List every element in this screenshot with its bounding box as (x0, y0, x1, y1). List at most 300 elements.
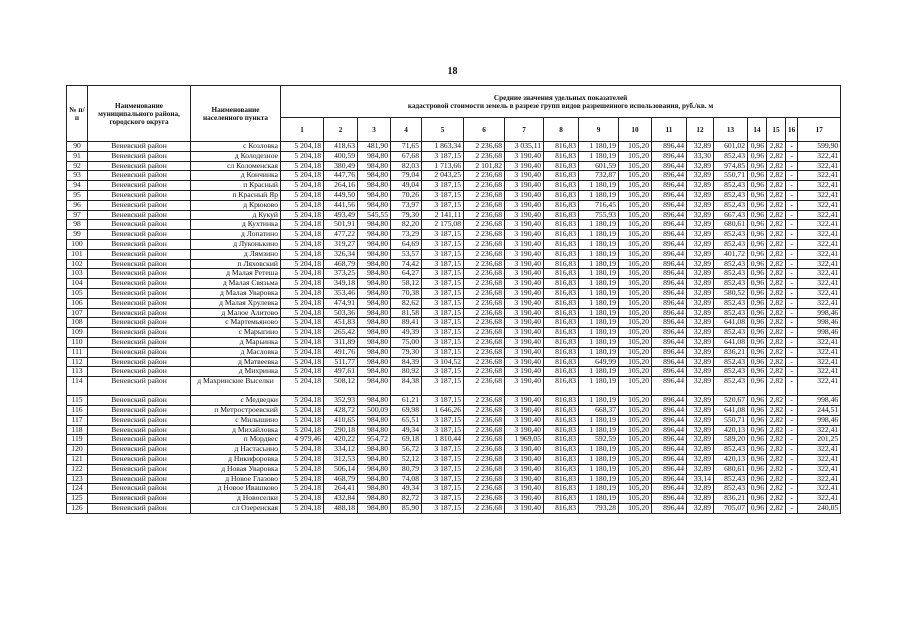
value-cell-8: 816,83 (544, 454, 579, 464)
value-cell-7: 3 190,40 (505, 288, 544, 298)
value-cell-1: 5 204,18 (281, 484, 324, 494)
value-cell-2: 352,93 (324, 396, 358, 406)
value-cell-11: 896,44 (652, 200, 687, 210)
value-cell-10: 105,20 (619, 308, 652, 318)
value-cell-11: 896,44 (652, 425, 687, 435)
row-number: 101 (67, 249, 88, 259)
value-cell-4: 70,26 (391, 190, 422, 200)
value-cell-1: 5 204,18 (281, 142, 324, 152)
value-cell-17: 998,46 (798, 396, 841, 406)
value-cell-17: 998,46 (798, 308, 841, 318)
value-cell-12: 32,89 (687, 347, 714, 357)
value-cell-7: 3 190,40 (505, 151, 544, 161)
value-cell-11: 896,44 (652, 298, 687, 308)
value-cell-5: 3 104,52 (422, 357, 464, 367)
value-cell-11: 896,44 (652, 377, 687, 396)
value-cell-13: 667,43 (714, 210, 748, 220)
value-cell-3: 984,80 (358, 318, 391, 328)
district-cell: Веневский район (88, 249, 191, 259)
value-cell-4: 69,98 (391, 405, 422, 415)
value-cell-10: 105,20 (619, 190, 652, 200)
value-cell-12: 32,89 (687, 415, 714, 425)
value-cell-5: 1 646,26 (422, 405, 464, 415)
value-cell-1: 5 204,18 (281, 396, 324, 406)
value-cell-1: 5 204,18 (281, 190, 324, 200)
value-cell-15: 2,82 (767, 249, 786, 259)
value-cell-3: 984,80 (358, 454, 391, 464)
value-cell-6: 2 236,68 (464, 494, 505, 504)
value-cell-14: 0,96 (748, 259, 767, 269)
value-cell-4: 69,18 (391, 435, 422, 445)
value-cell-2: 311,89 (324, 337, 358, 347)
district-cell: Веневский район (88, 259, 191, 269)
value-cell-11: 896,44 (652, 396, 687, 406)
value-cell-4: 82,72 (391, 494, 422, 504)
value-cell-11: 896,44 (652, 151, 687, 161)
value-cell-1: 5 204,18 (281, 239, 324, 249)
value-cell-14: 0,96 (748, 171, 767, 181)
value-cell-12: 32,89 (687, 220, 714, 230)
value-cell-10: 105,20 (619, 239, 652, 249)
value-cell-10: 105,20 (619, 259, 652, 269)
settlement-cell: с Козловка (191, 142, 281, 152)
header-col-5: 5 (422, 118, 464, 142)
value-cell-5: 3 187,15 (422, 298, 464, 308)
value-cell-13: 852,43 (714, 239, 748, 249)
settlement-cell: сл Озеренская (191, 503, 281, 513)
value-cell-16: - (786, 151, 798, 161)
table-row (67, 220, 841, 230)
value-cell-5: 3 187,15 (422, 308, 464, 318)
value-cell-12: 32,89 (687, 249, 714, 259)
value-cell-2: 353,46 (324, 288, 358, 298)
value-cell-7: 3 190,40 (505, 220, 544, 230)
value-cell-7: 3 190,40 (505, 464, 544, 474)
value-cell-5: 3 187,15 (422, 269, 464, 279)
value-cell-14: 0,96 (748, 494, 767, 504)
header-col-14: 14 (748, 118, 767, 142)
value-cell-8: 816,83 (544, 298, 579, 308)
value-cell-3: 984,80 (358, 190, 391, 200)
value-cell-5: 3 187,15 (422, 454, 464, 464)
table-row (67, 415, 841, 425)
table-row (67, 181, 841, 191)
value-cell-8: 816,83 (544, 249, 579, 259)
value-cell-17: 322,41 (798, 425, 841, 435)
value-cell-13: 852,43 (714, 445, 748, 455)
value-cell-5: 3 187,15 (422, 396, 464, 406)
value-cell-11: 896,44 (652, 230, 687, 240)
settlement-cell: д Новая Уваровка (191, 464, 281, 474)
settlement-cell: п Метростроевский (191, 405, 281, 415)
value-cell-13: 852,43 (714, 357, 748, 367)
value-cell-16: - (786, 181, 798, 191)
header-district: Наименование муниципального района, городского округа (88, 86, 191, 142)
value-cell-5: 3 187,15 (422, 367, 464, 377)
row-number: 124 (67, 484, 88, 494)
district-cell: Веневский район (88, 298, 191, 308)
value-cell-2: 410,65 (324, 415, 358, 425)
value-cell-13: 550,71 (714, 415, 748, 425)
value-cell-4: 73,97 (391, 200, 422, 210)
row-number: 98 (67, 220, 88, 230)
value-cell-3: 984,80 (358, 425, 391, 435)
value-cell-13: 852,43 (714, 484, 748, 494)
value-cell-10: 105,20 (619, 249, 652, 259)
value-cell-13: 550,71 (714, 171, 748, 181)
value-cell-7: 3 190,40 (505, 503, 544, 513)
district-cell: Веневский район (88, 347, 191, 357)
row-number: 104 (67, 279, 88, 289)
value-cell-6: 2 236,68 (464, 337, 505, 347)
value-cell-17: 322,41 (798, 367, 841, 377)
value-cell-15: 2,82 (767, 328, 786, 338)
value-cell-6: 2 236,68 (464, 367, 505, 377)
header-col-4: 4 (391, 118, 422, 142)
value-cell-4: 80,79 (391, 464, 422, 474)
value-cell-9: 716,45 (579, 200, 619, 210)
value-cell-7: 3 190,40 (505, 249, 544, 259)
settlement-cell: д Малая Хрулевка (191, 298, 281, 308)
page-number: 18 (447, 66, 458, 77)
value-cell-12: 32,89 (687, 454, 714, 464)
value-cell-8: 816,83 (544, 142, 579, 152)
value-cell-9: 1 180,19 (579, 494, 619, 504)
value-cell-16: - (786, 259, 798, 269)
row-number: 115 (67, 396, 88, 406)
value-cell-9: 1 180,19 (579, 269, 619, 279)
value-cell-13: 852,43 (714, 328, 748, 338)
value-cell-11: 896,44 (652, 269, 687, 279)
row-number: 93 (67, 171, 88, 181)
value-cell-2: 477,22 (324, 230, 358, 240)
table-row (67, 161, 841, 171)
value-cell-17: 322,41 (798, 464, 841, 474)
value-cell-2: 488,18 (324, 503, 358, 513)
table-row (67, 396, 841, 406)
value-cell-3: 984,80 (358, 279, 391, 289)
value-cell-7: 3 190,40 (505, 259, 544, 269)
header-col-17: 17 (798, 118, 841, 142)
value-cell-2: 468,79 (324, 474, 358, 484)
district-cell: Веневский район (88, 396, 191, 406)
value-cell-11: 896,44 (652, 494, 687, 504)
value-cell-10: 105,20 (619, 454, 652, 464)
table-row (67, 210, 841, 220)
value-cell-12: 32,89 (687, 435, 714, 445)
value-cell-15: 2,82 (767, 435, 786, 445)
value-cell-5: 3 187,15 (422, 377, 464, 396)
value-cell-5: 3 187,15 (422, 415, 464, 425)
value-cell-16: - (786, 435, 798, 445)
value-cell-11: 896,44 (652, 454, 687, 464)
value-cell-5: 3 187,15 (422, 445, 464, 455)
value-cell-15: 2,82 (767, 181, 786, 191)
settlement-cell: д Никифоровка (191, 454, 281, 464)
value-cell-3: 984,80 (358, 249, 391, 259)
value-cell-11: 896,44 (652, 474, 687, 484)
value-cell-2: 264,16 (324, 181, 358, 191)
value-cell-13: 420,13 (714, 454, 748, 464)
value-cell-6: 2 236,68 (464, 181, 505, 191)
table-row (67, 308, 841, 318)
value-cell-14: 0,96 (748, 190, 767, 200)
value-cell-11: 896,44 (652, 288, 687, 298)
value-cell-14: 0,96 (748, 288, 767, 298)
value-cell-1: 5 204,18 (281, 171, 324, 181)
header-group-title (281, 86, 841, 118)
value-cell-2: 264,41 (324, 484, 358, 494)
value-cell-7: 3 190,40 (505, 230, 544, 240)
value-cell-16: - (786, 249, 798, 259)
value-cell-15: 2,82 (767, 367, 786, 377)
value-cell-1: 5 204,18 (281, 347, 324, 357)
value-cell-13: 401,72 (714, 249, 748, 259)
value-cell-3: 984,80 (358, 239, 391, 249)
value-cell-10: 105,20 (619, 181, 652, 191)
value-cell-6: 2 236,68 (464, 288, 505, 298)
header-settlement: Наименование населенного пункта (191, 86, 281, 142)
value-cell-9: 1 180,19 (579, 151, 619, 161)
district-cell: Веневский район (88, 279, 191, 289)
table-row (67, 503, 841, 513)
value-cell-6: 2 236,68 (464, 396, 505, 406)
value-cell-3: 984,80 (358, 220, 391, 230)
value-cell-2: 503,36 (324, 308, 358, 318)
value-cell-9: 1 180,19 (579, 190, 619, 200)
district-cell: Веневский район (88, 200, 191, 210)
value-cell-6: 2 236,68 (464, 308, 505, 318)
value-cell-6: 2 101,82 (464, 161, 505, 171)
value-cell-1: 5 204,18 (281, 230, 324, 240)
value-cell-3: 954,72 (358, 435, 391, 445)
value-cell-5: 3 187,15 (422, 279, 464, 289)
value-cell-4: 74,08 (391, 474, 422, 484)
value-cell-5: 3 187,15 (422, 151, 464, 161)
value-cell-2: 441,56 (324, 200, 358, 210)
value-cell-9: 1 180,19 (579, 318, 619, 328)
table-row (67, 249, 841, 259)
value-cell-11: 896,44 (652, 308, 687, 318)
header-col-15: 15 (767, 118, 786, 142)
value-cell-5: 3 187,15 (422, 181, 464, 191)
value-cell-6: 2 236,68 (464, 220, 505, 230)
value-cell-2: 449,50 (324, 190, 358, 200)
table-row (67, 464, 841, 474)
value-cell-17: 322,41 (798, 288, 841, 298)
district-cell: Веневский район (88, 494, 191, 504)
settlement-cell: с Милышино (191, 415, 281, 425)
value-cell-7: 3 190,40 (505, 494, 544, 504)
row-number: 91 (67, 151, 88, 161)
value-cell-1: 5 204,18 (281, 425, 324, 435)
district-cell: Веневский район (88, 357, 191, 367)
header-group-title-line2: кадастровой стоимости земель в разрезе групп видов разрешенного использования, руб./кв. м (407, 101, 714, 110)
value-cell-16: - (786, 308, 798, 318)
value-cell-12: 32,89 (687, 425, 714, 435)
value-cell-8: 816,83 (544, 357, 579, 367)
value-cell-16: - (786, 171, 798, 181)
value-cell-13: 852,43 (714, 190, 748, 200)
district-cell: Веневский район (88, 269, 191, 279)
value-cell-13: 974,85 (714, 161, 748, 171)
row-number: 107 (67, 308, 88, 318)
value-cell-13: 580,52 (714, 288, 748, 298)
value-cell-3: 984,80 (358, 474, 391, 484)
value-cell-6: 2 236,68 (464, 230, 505, 240)
value-cell-13: 852,43 (714, 474, 748, 484)
value-cell-16: - (786, 328, 798, 338)
value-cell-2: 493,49 (324, 210, 358, 220)
value-cell-1: 5 204,18 (281, 259, 324, 269)
value-cell-3: 984,80 (358, 484, 391, 494)
value-cell-8: 816,83 (544, 503, 579, 513)
value-cell-11: 896,44 (652, 142, 687, 152)
value-cell-1: 5 204,18 (281, 308, 324, 318)
value-cell-16: - (786, 239, 798, 249)
value-cell-1: 5 204,18 (281, 151, 324, 161)
value-cell-8: 816,83 (544, 318, 579, 328)
value-cell-13: 852,43 (714, 259, 748, 269)
value-cell-1: 5 204,18 (281, 503, 324, 513)
value-cell-13: 852,43 (714, 230, 748, 240)
value-cell-11: 896,44 (652, 405, 687, 415)
value-cell-4: 79,30 (391, 210, 422, 220)
table-row (67, 445, 841, 455)
value-cell-17: 322,41 (798, 239, 841, 249)
value-cell-6: 2 236,68 (464, 474, 505, 484)
value-cell-7: 3 190,40 (505, 318, 544, 328)
value-cell-5: 2 043,25 (422, 171, 464, 181)
value-cell-16: - (786, 220, 798, 230)
value-cell-3: 984,80 (358, 503, 391, 513)
value-cell-12: 32,89 (687, 377, 714, 396)
settlement-cell: с Марыгино (191, 328, 281, 338)
value-cell-7: 3 190,40 (505, 171, 544, 181)
table-row (67, 337, 841, 347)
value-cell-3: 984,80 (358, 230, 391, 240)
value-cell-3: 984,80 (358, 494, 391, 504)
value-cell-7: 3 190,40 (505, 347, 544, 357)
value-cell-8: 816,83 (544, 230, 579, 240)
value-cell-8: 816,83 (544, 347, 579, 357)
table-row (67, 435, 841, 445)
value-cell-8: 816,83 (544, 464, 579, 474)
value-cell-8: 816,83 (544, 415, 579, 425)
value-cell-14: 0,96 (748, 425, 767, 435)
value-cell-4: 64,69 (391, 239, 422, 249)
value-cell-12: 32,89 (687, 239, 714, 249)
header-col-10: 10 (619, 118, 652, 142)
value-cell-8: 816,83 (544, 220, 579, 230)
value-cell-7: 3 190,40 (505, 308, 544, 318)
value-cell-5: 3 187,15 (422, 259, 464, 269)
table-row (67, 200, 841, 210)
value-cell-9: 1 180,19 (579, 230, 619, 240)
value-cell-6: 2 236,68 (464, 377, 505, 396)
value-cell-15: 2,82 (767, 377, 786, 396)
value-cell-7: 3 190,40 (505, 484, 544, 494)
table-row (67, 239, 841, 249)
value-cell-8: 816,83 (544, 405, 579, 415)
value-cell-9: 1 180,19 (579, 474, 619, 484)
value-cell-9: 1 180,19 (579, 220, 619, 230)
value-cell-13: 852,43 (714, 298, 748, 308)
value-cell-17: 322,41 (798, 181, 841, 191)
value-cell-5: 3 187,15 (422, 288, 464, 298)
value-cell-3: 984,80 (358, 200, 391, 210)
value-cell-12: 32,89 (687, 464, 714, 474)
value-cell-11: 896,44 (652, 328, 687, 338)
value-cell-17: 322,41 (798, 474, 841, 484)
value-cell-6: 2 236,68 (464, 200, 505, 210)
value-cell-3: 984,80 (358, 161, 391, 171)
value-cell-14: 0,96 (748, 328, 767, 338)
value-cell-2: 468,79 (324, 259, 358, 269)
value-cell-12: 32,89 (687, 396, 714, 406)
settlement-cell: д Малое Алитово (191, 308, 281, 318)
value-cell-8: 816,83 (544, 445, 579, 455)
value-cell-17: 322,41 (798, 484, 841, 494)
value-cell-10: 105,20 (619, 171, 652, 181)
value-cell-16: - (786, 474, 798, 484)
value-cell-7: 3 190,40 (505, 328, 544, 338)
value-cell-3: 984,80 (358, 377, 391, 396)
table-row (67, 454, 841, 464)
value-cell-14: 0,96 (748, 142, 767, 152)
value-cell-5: 3 187,15 (422, 318, 464, 328)
value-cell-17: 322,41 (798, 445, 841, 455)
settlement-cell: д Настасьино (191, 445, 281, 455)
value-cell-10: 105,20 (619, 142, 652, 152)
header-col-9: 9 (579, 118, 619, 142)
value-cell-1: 5 204,18 (281, 318, 324, 328)
value-cell-12: 32,89 (687, 259, 714, 269)
district-cell: Веневский район (88, 171, 191, 181)
value-cell-12: 32,89 (687, 484, 714, 494)
value-cell-10: 105,20 (619, 405, 652, 415)
settlement-cell: д Новое Ивашково (191, 484, 281, 494)
value-cell-10: 105,20 (619, 269, 652, 279)
district-cell: Веневский район (88, 142, 191, 152)
value-cell-10: 105,20 (619, 151, 652, 161)
value-cell-3: 984,80 (358, 269, 391, 279)
value-cell-1: 5 204,18 (281, 405, 324, 415)
value-cell-3: 481,90 (358, 142, 391, 152)
value-cell-10: 105,20 (619, 298, 652, 308)
value-cell-16: - (786, 503, 798, 513)
value-cell-6: 2 236,68 (464, 279, 505, 289)
settlement-cell: д Крюково (191, 200, 281, 210)
value-cell-3: 984,80 (358, 415, 391, 425)
value-cell-14: 0,96 (748, 415, 767, 425)
settlement-cell: д Кончинка (191, 171, 281, 181)
value-cell-10: 105,20 (619, 279, 652, 289)
row-number: 123 (67, 474, 88, 484)
value-cell-13: 852,43 (714, 269, 748, 279)
value-cell-12: 32,89 (687, 298, 714, 308)
value-cell-16: - (786, 484, 798, 494)
settlement-cell: д Новое Глазово (191, 474, 281, 484)
value-cell-7: 3 190,40 (505, 445, 544, 455)
row-number: 102 (67, 259, 88, 269)
value-cell-4: 49,34 (391, 484, 422, 494)
value-cell-7: 3 190,40 (505, 298, 544, 308)
value-cell-3: 984,80 (358, 337, 391, 347)
value-cell-4: 73,29 (391, 230, 422, 240)
value-cell-2: 400,59 (324, 151, 358, 161)
settlement-cell: д Масловка (191, 347, 281, 357)
